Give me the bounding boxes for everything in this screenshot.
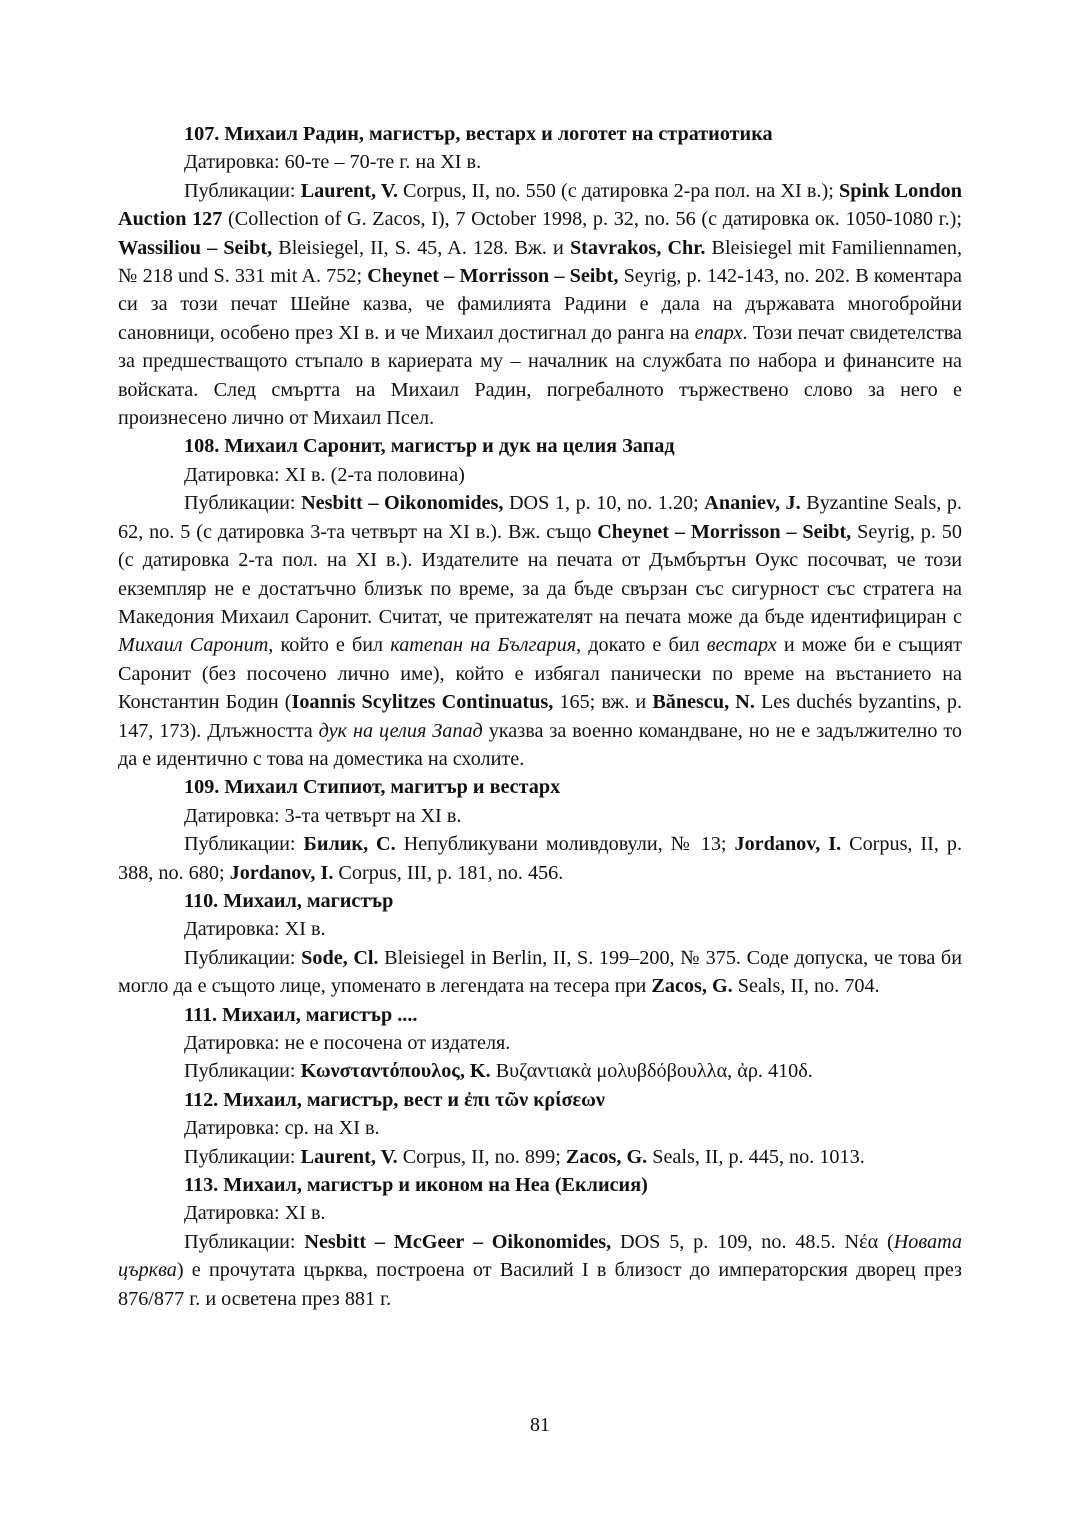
citation-author: Sode, Cl. (301, 946, 379, 969)
entry-heading: 107. Михаил Радин, магистър, вестарх и логотет на стратиотика (184, 123, 773, 145)
entry-heading: 112. Михаил, магистър, вест и ἐπι τῶν κρίσεων (184, 1088, 605, 1111)
italic-term: Новата църква (118, 1230, 962, 1282)
dating-label: Датировка: (184, 1032, 280, 1054)
dating-label: Датировка: (184, 1202, 280, 1225)
entry-publications (118, 830, 962, 887)
citation-text: Les duchés byzantins, p. 147, 173). Длъжността (118, 691, 963, 742)
citation-author: Ananiev, J. (704, 492, 801, 515)
dating-value: не е посочена от издателя. (284, 1032, 511, 1054)
dating-label: Датировка: (184, 918, 280, 941)
citation-author: Jordanov, I. (734, 833, 842, 856)
dating-value: XI в. (2-та половина) (284, 463, 465, 486)
citation-text: Bleisiegel in Berlin, II, S. 199–200, № 375. Соде допуска, че това би могло да е същото лице, упоменато в легендата на тесера при (118, 946, 963, 998)
citation-text: (Collection of G. Zacos, I), 7 October 1998, p. 32, no. 56 (с датировка ок. 1050-1080 г.); (222, 208, 963, 231)
citation-author: Cheynet – Morrisson – Seibt, (597, 520, 852, 543)
publications-label: Публикации: (184, 179, 296, 202)
entry-dating (118, 461, 962, 489)
entry-publications (118, 944, 962, 1001)
entry-publications (118, 1143, 962, 1171)
citation-text: Seyrig, p. 50 (с датировка 2-та пол. на XI в.). Издателите на печата от Дъмбъртън Оукс посочват, че този екземпляр не е достатъчно близък по време, за да бъде свързан със сигурност със стратега на Македония Михаил Саронит. Считат, че притежателят на печата може да бъде идентифициран с (118, 520, 962, 628)
citation-text: 165; вж. и (553, 691, 653, 714)
italic-term: Михаил Саронит (118, 634, 269, 657)
entry-dating (118, 148, 962, 176)
citation-author: Spink London Auction 127 (118, 179, 962, 231)
dating-value: XI в. (284, 918, 326, 941)
entry-heading: 110. Михаил, магистър (184, 889, 394, 912)
entry-publications (118, 1057, 962, 1085)
entry-publications (118, 489, 962, 773)
entry-dating (118, 1199, 962, 1227)
entry-publications (118, 177, 962, 433)
dating-label: Датировка: (184, 463, 280, 486)
citation-author: Cheynet – Morrisson – Seibt, (367, 265, 619, 288)
italic-term: дук на целия Запад (318, 719, 483, 742)
dating-value: 60-те – 70-те г. на XI в. (284, 151, 482, 174)
citation-text: Corpus, II, p. 388, no. 680; (118, 833, 962, 884)
citation-text: Seals, II, p. 445, no. 1013. (647, 1145, 865, 1168)
dating-value: ср. на XI в. (284, 1117, 380, 1140)
citation-author: Nesbitt – McGeer – Oikonomides, (304, 1230, 612, 1253)
citation-author: Laurent, V. (300, 179, 398, 202)
citation-text: , който е бил (268, 634, 391, 657)
citation-author: Zacos, G. (651, 975, 733, 998)
document-body (118, 120, 962, 1313)
publications-label: Публикации: (184, 1060, 296, 1083)
citation-text: Seals, II, no. 704. (732, 975, 880, 998)
entry-dating (118, 1114, 962, 1142)
dating-value: XI в. (284, 1202, 326, 1225)
publications-label: Публикации: (184, 492, 296, 515)
citation-author: Jordanov, I. (229, 861, 334, 884)
citation-text: Bleisiegel mit Familiennamen, № 218 und S. 331 mit A. 752; (118, 236, 963, 288)
citation-text: Byzantine Seals, p. 62, no. 5 (с датировка 3-та четвърт на XI в.). Вж. също (118, 492, 962, 543)
publications-label: Публикации: (184, 1230, 296, 1253)
citation-text: Corpus, II, no. 550 (с датировка 2-ра пол. на XI в.); (397, 179, 839, 202)
citation-text: . Този печат свидетелства за предшестващото стъпало в кариерата му – началник на службата по набора и финансите на войската. След смъртта на Михаил Радин, погребалното тържествено слово за него е произнесено лично от Михаил Псел. (118, 321, 962, 430)
page-number: 81 (530, 1414, 550, 1436)
citation-text: Непубликувани моливдовули, № 13; (395, 833, 735, 856)
dating-label: Датировка: (184, 151, 280, 174)
dating-value: 3-та четвърт на XI в. (284, 804, 462, 827)
citation-text: Corpus, II, no. 899; (397, 1145, 566, 1168)
publications-label: Публикации: (184, 833, 296, 856)
citation-author: Bănescu, N. (652, 691, 755, 714)
citation-author: Stavrakos, Chr. (569, 236, 706, 259)
entry-dating (118, 915, 962, 943)
citation-author: Wassiliou – Seibt, (118, 236, 273, 259)
italic-term: епарх (694, 321, 743, 344)
citation-text: Bleisiegel, II, S. 45, A. 128. Вж. и (272, 236, 570, 259)
entry-heading: 108. Михаил Саронит, магистър и дук на целия Запад (184, 435, 675, 458)
citation-text: указва за военно командване, но не е задължително то да е идентично с това на доместика на схолите. (118, 719, 963, 770)
dating-label: Датировка: (184, 804, 280, 827)
citation-author: Ioannis Scylitzes Continuatus, (291, 691, 554, 714)
citation-text: Corpus, III, p. 181, no. 456. (333, 861, 564, 884)
entry-heading: 113. Михаил, магистър и иконом на Неа (Еклисия) (184, 1174, 648, 1197)
entry-publications (118, 1228, 962, 1313)
citation-author: Laurent, V. (300, 1145, 398, 1168)
citation-author: Nesbitt – Oikonomides, (301, 492, 504, 515)
citation-author: Билик, С. (303, 833, 396, 856)
citation-text: ) е прочутата църква, построена от Василий I в близост до императорския дворец през 876/877 г. и осветена през 881 г. (118, 1259, 962, 1310)
citation-text: , докато е бил (576, 634, 707, 657)
citation-text: и може би е същият Саронит (без посочено лично име), който е избягал панически по време на въстанието на Константин Бодин ( (118, 634, 963, 714)
citation-text: DOS 1, p. 10, no. 1.20; (503, 492, 705, 515)
entry-heading: 109. Михаил Стипиот, магитър и вестарх (184, 776, 561, 799)
italic-term: катепан на България (390, 634, 577, 657)
citation-text: Βυζαντιακὰ μολυβδόβουλλα, ἀρ. 410δ. (490, 1060, 813, 1083)
citation-author: Κωνσταντόπουλος, Κ. (300, 1060, 491, 1083)
citation-author: Zacos, G. (565, 1145, 648, 1168)
publications-label: Публикации: (184, 946, 296, 969)
publications-label: Публикации: (184, 1145, 296, 1168)
citation-text: DOS 5, p. 109, no. 48.5. Νέα ( (611, 1230, 894, 1253)
entry-dating (118, 1029, 962, 1057)
entry-heading: 111. Михаил, магистър .... (184, 1003, 418, 1026)
dating-label: Датировка: (184, 1117, 280, 1140)
citation-text: Seyrig, p. 142-143, no. 202. В коментара си за този печат Шейне казва, че фамилията Радини е дала на държавата многобройни сановници, особено през XI в. и че Михаил достигнал до ранга на (118, 265, 962, 344)
entry-dating (118, 802, 962, 830)
italic-term: вестарх (706, 634, 777, 657)
